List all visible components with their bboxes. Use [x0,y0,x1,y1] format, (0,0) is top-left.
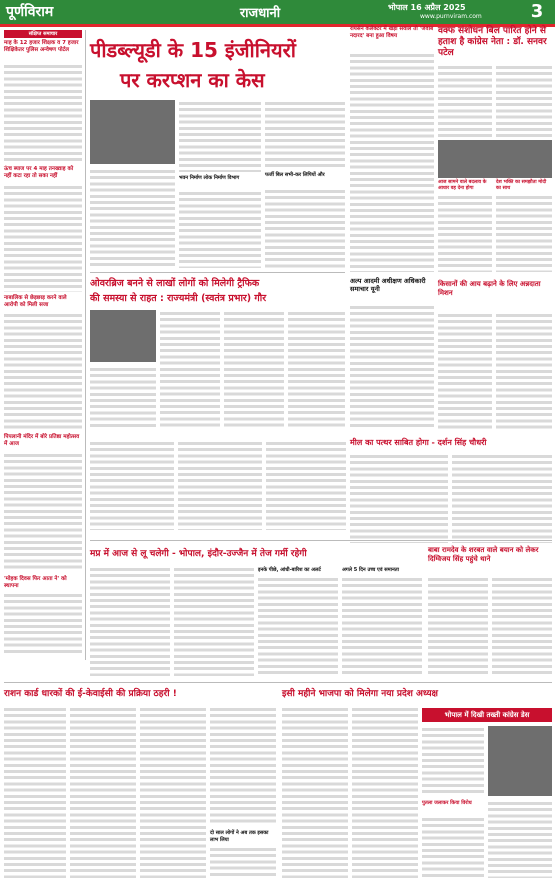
story-body [266,440,346,530]
heat-body [174,566,254,676]
story-photo [438,140,552,178]
traffic-body [288,310,345,430]
story-body [438,64,492,138]
heat-body [342,576,422,676]
ramdev-body [492,576,552,676]
traffic-body [90,366,156,430]
divider [4,682,552,683]
brief-body [4,184,82,292]
lead-subhead: फर्जी बिल सभी-कर लिपियों और [265,172,325,178]
congress-photo [488,726,552,796]
farmer-body [496,312,552,430]
story-headline: रायसेन कलेक्टर में खड़ा सवाल तो 'जवाब नदारद' बना हुआ विषय [350,26,434,39]
congress-body [488,800,552,878]
page-number: 3 [530,1,544,22]
lead-body [90,168,175,268]
ration-body [70,706,136,878]
brief-body [4,63,82,163]
ration-subhead: दो साल लोगों ने अब तक इसका लाभ लिया [210,830,269,843]
story-body [90,440,174,530]
brief-body [4,312,82,430]
brief-title: 'मोहक दिवस फिर आता ने' को स्थापना [4,576,67,589]
story-body [178,440,262,530]
lead-headline-line1: पीडब्ल्यूडी के 15 इंजीनियरों [90,38,296,62]
traffic-photo [90,310,156,362]
ration-body [4,706,66,878]
lead-body [179,190,261,268]
brief-title: नाबालिक से छेड़छाड़ करने वाले आरोपी को मिली सजा [4,295,67,308]
ration-body [210,846,276,878]
brief-title: पिपलानी मंदिर में बोरे प्रतिष्ठा महोत्सव में आज [4,434,80,447]
briefs-tag: संक्षिप्त समाचार [4,30,82,38]
ramdev-headline: बाबा रामदेव के शरबत वाले बयान को लेकर दिग्विजय सिंह पहुंचे थाने [428,546,539,563]
lead-body [265,100,345,168]
story-subhead: आज सामने वाले बदलाव के आधार वह देना होगा [438,180,487,191]
website-url: www.purnviram.com [420,13,482,20]
farmer-headline-line2: मील का पत्थर साबित होगा - दर्शन सिंह चौधरी [350,438,487,447]
heat-subhead: इनके पीछे, आंधी-बारिश का अलर्ट [258,567,321,573]
story-body [438,194,492,272]
president-body [352,706,418,878]
brief-body [4,592,82,656]
story-body [496,194,552,272]
divider [90,540,552,541]
traffic-body [160,310,220,430]
congress-subhead: पुतला जलाकर किया विरोध [422,800,472,806]
ramdev-body [428,576,488,676]
newspaper-logo: पूर्णविराम [6,4,54,20]
ration-body [210,706,276,826]
brief-body [4,452,82,572]
story-headline: वक्फ संशोधन बिल पारित होने से हताश है कांग्रेस नेता : डॉ. सनवर पटेल [438,26,547,58]
congress-body [422,726,484,796]
section-title: राजधानी [239,6,281,21]
box-body [350,304,434,430]
ration-headline: राशन कार्ड धारकों की ई-केवाईसी की प्रक्रिया ठहरी ! [4,689,177,699]
traffic-body [224,310,284,430]
president-headline: इसी महीने भाजपा को मिलेगा नया प्रदेश अध्यक्ष [282,689,438,699]
brief-title: ऊंच ब्याज पर 4 माह तनख्वाह को नहीं कटा रहा तो सका नहीं [4,166,74,179]
lead-headline-line2: पर करप्शन का केस [120,68,265,92]
heat-body [90,566,170,676]
heat-body [258,576,338,676]
heat-subhead: अगले 5 दिन उच्च एवं समानता [342,567,399,573]
column-divider [85,30,86,660]
farmer-headline: किसानों की आय बढ़ाने के लिए अन्नदाता मिशन [438,280,541,297]
traffic-headline-line2: की समस्या से राहत : राज्यमंत्री (स्वतंत्र प्रभार) गौर [90,293,267,304]
congress-body [422,816,484,878]
president-body [282,706,348,878]
farmer-body [438,312,492,430]
lead-body [179,100,261,172]
lead-body [265,188,345,268]
story-subhead: देश भक्ति का समझौता मोदी का साथ [496,180,547,191]
heat-headline: मप्र में आज से लू चलेगी - भोपाल, इंदौर-उज्जैन में तेज गर्मी रहेगी [90,549,307,559]
edition-date: भोपाल 16 अप्रैल 2025 [388,3,466,12]
box-headline: अल्प आदमी अधीक्षण अधिकारी समाचार यूनी [350,277,426,293]
lead-photo [90,100,175,164]
story-body [350,52,434,272]
lead-subhead: भवन निर्माण लोक निर्माण विभाग [179,175,240,181]
story-body [350,453,448,543]
story-body [452,453,552,543]
congress-headline: भोपाल में दिखी तख्ती कांग्रेस डेस [422,708,552,722]
divider [90,272,345,273]
ration-body [140,706,206,878]
story-body [496,64,552,138]
traffic-headline-line1: ओवरब्रिज बनने से लाखों लोगों को मिलेगी ट्रैफिक [90,278,260,289]
brief-title: माह के 12 हजार शिक्षक व 7 हजार शिक्षिकेतर पुलिस अन्वेषण पोर्टल [4,40,79,53]
